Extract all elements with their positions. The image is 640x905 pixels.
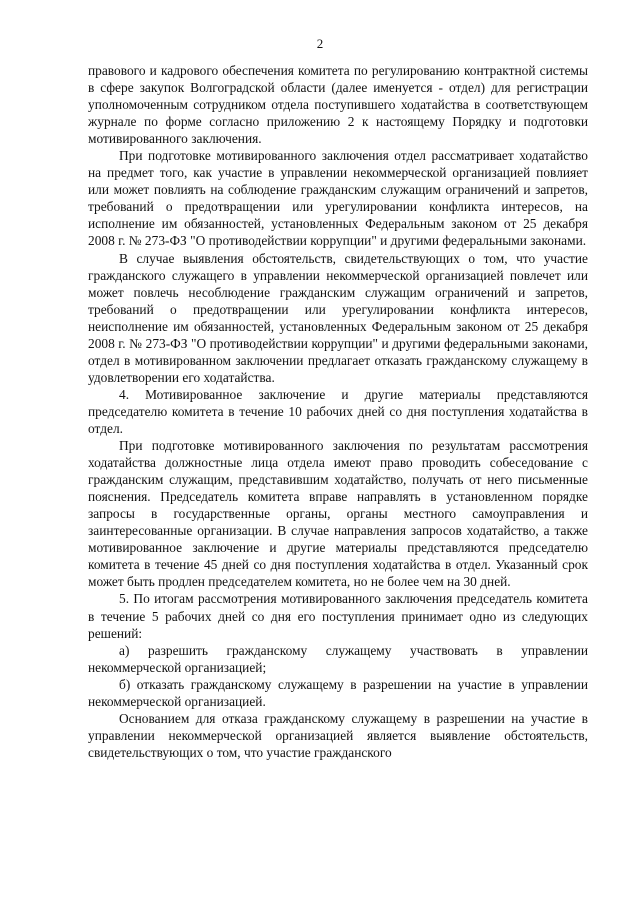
paragraph-inquiries: При подготовке мотивированного заключения по результатам рассмотрения ходатайства должностные лица отдела имеют право проводить собеседование с гражданским служащим, представившим ходатайство, получать от него письменные пояснения. Председатель комитета вправе направлять в установленном порядке запросы в государственные органы, органы местного самоуправления и заинтересованные организации. В случае направления запросов ходатайство, а также мотивированное заключение и другие материалы представляются председателю комитета в течение 45 дней со дня поступления ходатайства в отдел. Указанный срок может быть продлен председателем комитета, но не более чем на 30 дней. xyxy=(88,438,588,590)
paragraph-item-4: 4. Мотивированное заключение и другие материалы представляются председателю комитета в течение 10 рабочих дней со дня поступления ходатайства в отдел. xyxy=(88,386,588,436)
paragraph-option-b: б) отказать гражданскому служащему в разрешении на участие в управлении некоммерческой организацией. xyxy=(88,676,588,709)
paragraph-item-5: 5. По итогам рассмотрения мотивированного заключения председатель комитета в течение 5 рабочих дней со дня его поступления принимает одно из следующих решений: xyxy=(88,591,588,641)
page-number: 2 xyxy=(316,36,324,51)
paragraph-option-a: а) разрешить гражданскому служащему участвовать в управлении некоммерческой организацией; xyxy=(88,642,588,675)
paragraph-refusal-grounds: Основанием для отказа гражданскому служащему в разрешении на участие в управлении некоммерческой организацией является выявление обстоятельств, свидетельствующих о том, что участие гражданского xyxy=(88,710,588,760)
paragraph-continuation: правового и кадрового обеспечения комитета по регулированию контрактной системы в сфере закупок Волгоградской области (далее именуется - отдел) для регистрации уполномоченным сотрудником отдела поступившего ходатайства в соответствующем журнале по форме согласно приложению 2 к настоящему Порядку и подготовки мотивированного заключения. xyxy=(88,63,588,147)
paragraph-review-scope: При подготовке мотивированного заключения отдел рассматривает ходатайство на предмет того, как участие в управлении некоммерческой организацией повлияет или может повлиять на соблюдение гражданским служащим ограничений и запретов, требований о предотвращении или урегулировании конфликта интересов, на исполнение им обязанностей, установленных Федеральным законом от 25 декабря 2008 г. № 273-ФЗ "О противодействии коррупции" и другими федеральными законами. xyxy=(88,148,588,249)
document-body xyxy=(88,62,588,761)
paragraph-refusal-proposal: В случае выявления обстоятельств, свидетельствующих о том, что участие гражданского служащего в управлении некоммерческой организацией повлечет или может повлечь несоблюдение гражданским служащим ограничений и запретов, требований о предотвращении или урегулировании конфликта интересов, неисполнение им обязанностей, установленных Федеральным законом от 25 декабря 2008 г. № 273-ФЗ "О противодействии коррупции" и другими федеральными законами, отдел в мотивированном заключении предлагает отказать гражданскому служащему в удовлетворении его ходатайства. xyxy=(88,250,588,385)
